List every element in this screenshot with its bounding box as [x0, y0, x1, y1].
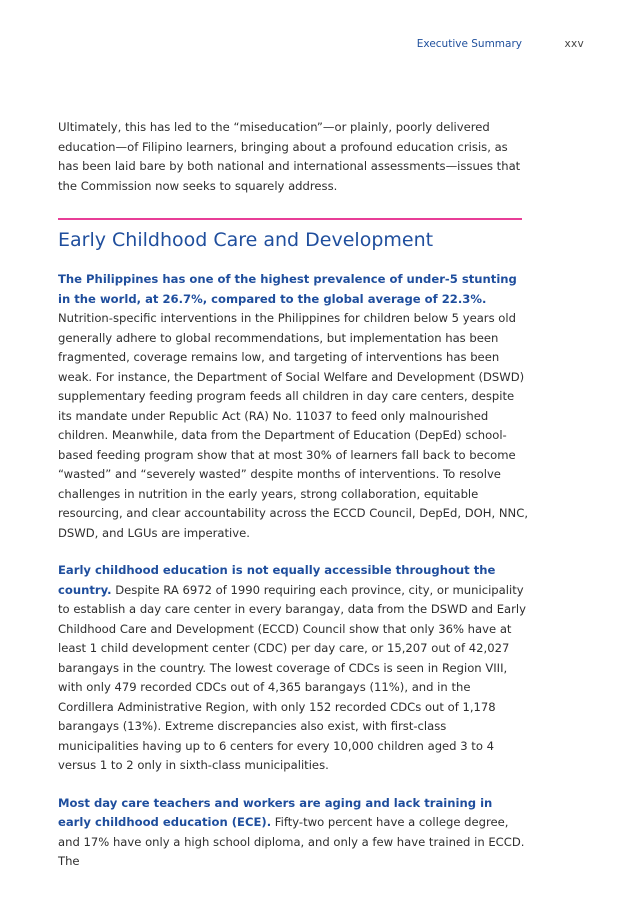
paragraph-body: Fifty-two percent have a college degree, and 17% have only a high school diploma, and only a few have trained in ECCD. The	[58, 815, 525, 868]
page-number: xxv	[564, 38, 584, 50]
section-title: Executive Summary	[416, 38, 522, 50]
paragraph-body: Despite RA 6972 of 1990 requiring each province, city, or municipality to establish a day care center in every barangay, data from the DSWD and Early Childhood Care and Development (ECCD) Council show that only 36% have at least 1 child development center (CDC) per day care, or 15,207 out of 42,027 barangays in the country. The lowest coverage of CDCs is seen in Region VIII, with only 479 recorded CDCs out of 4,365 barangays (11%), and in the Cordillera Administrative Region, with only 152 recorded CDCs out of 1,178 barangays (13%). Extreme discrepancies also exist, with first-class municipalities having up to 6 centers for every 10,000 children aged 3 to 4 versus 1 to 2 only in sixth-class municipalities.	[58, 582, 527, 772]
intro-paragraph: Ultimately, this has led to the “miseducation”—or plainly, poorly delivered education—of Filipino learners, bringing about a profound education crisis, as has been laid bare by both national and international assessments—issues that the Commission now seeks to squarely address.	[58, 120, 521, 193]
running-header	[0, 38, 638, 54]
section-heading: Early Childhood Care and Development	[58, 229, 434, 251]
paragraph-lead: The Philippines has one of the highest prevalence of under-5 stunting in the world, at 26.7%, compared to the global average of 22.3%.	[58, 272, 517, 306]
paragraph-stunting	[58, 270, 528, 543]
paragraph-access	[58, 561, 528, 776]
section-divider	[58, 218, 522, 220]
paragraph-body: Nutrition-specific interventions in the Philippines for children below 5 years old generally adhere to global recommendations, but implementation has been fragmented, coverage remains low, and targeting of interventions has been weak. For instance, the Department of Social Welfare and Development (DSWD) supplementary feeding program feeds all children in day care centers, despite its mandate under Republic Act (RA) No. 11037 to feed only malnourished children. Meanwhile, data from the Department of Education (DepEd) school-based feeding program show that at most 30% of learners fall back to become “wasted” and “severely wasted” despite months of interventions. To resolve challenges in nutrition in the early years, strong collaboration, equitable resourcing, and clear accountability across the ECCD Council, DepEd, DOH, NNC, DSWD, and LGUs are imperative.	[58, 311, 529, 540]
paragraph-lead: Most day care teachers and workers are aging and lack training in early childhood education (ECE).	[58, 795, 493, 829]
page-body	[58, 118, 528, 872]
paragraph-lead: Early childhood education is not equally accessible throughout the country.	[58, 563, 496, 597]
paragraph-teachers	[58, 794, 528, 872]
